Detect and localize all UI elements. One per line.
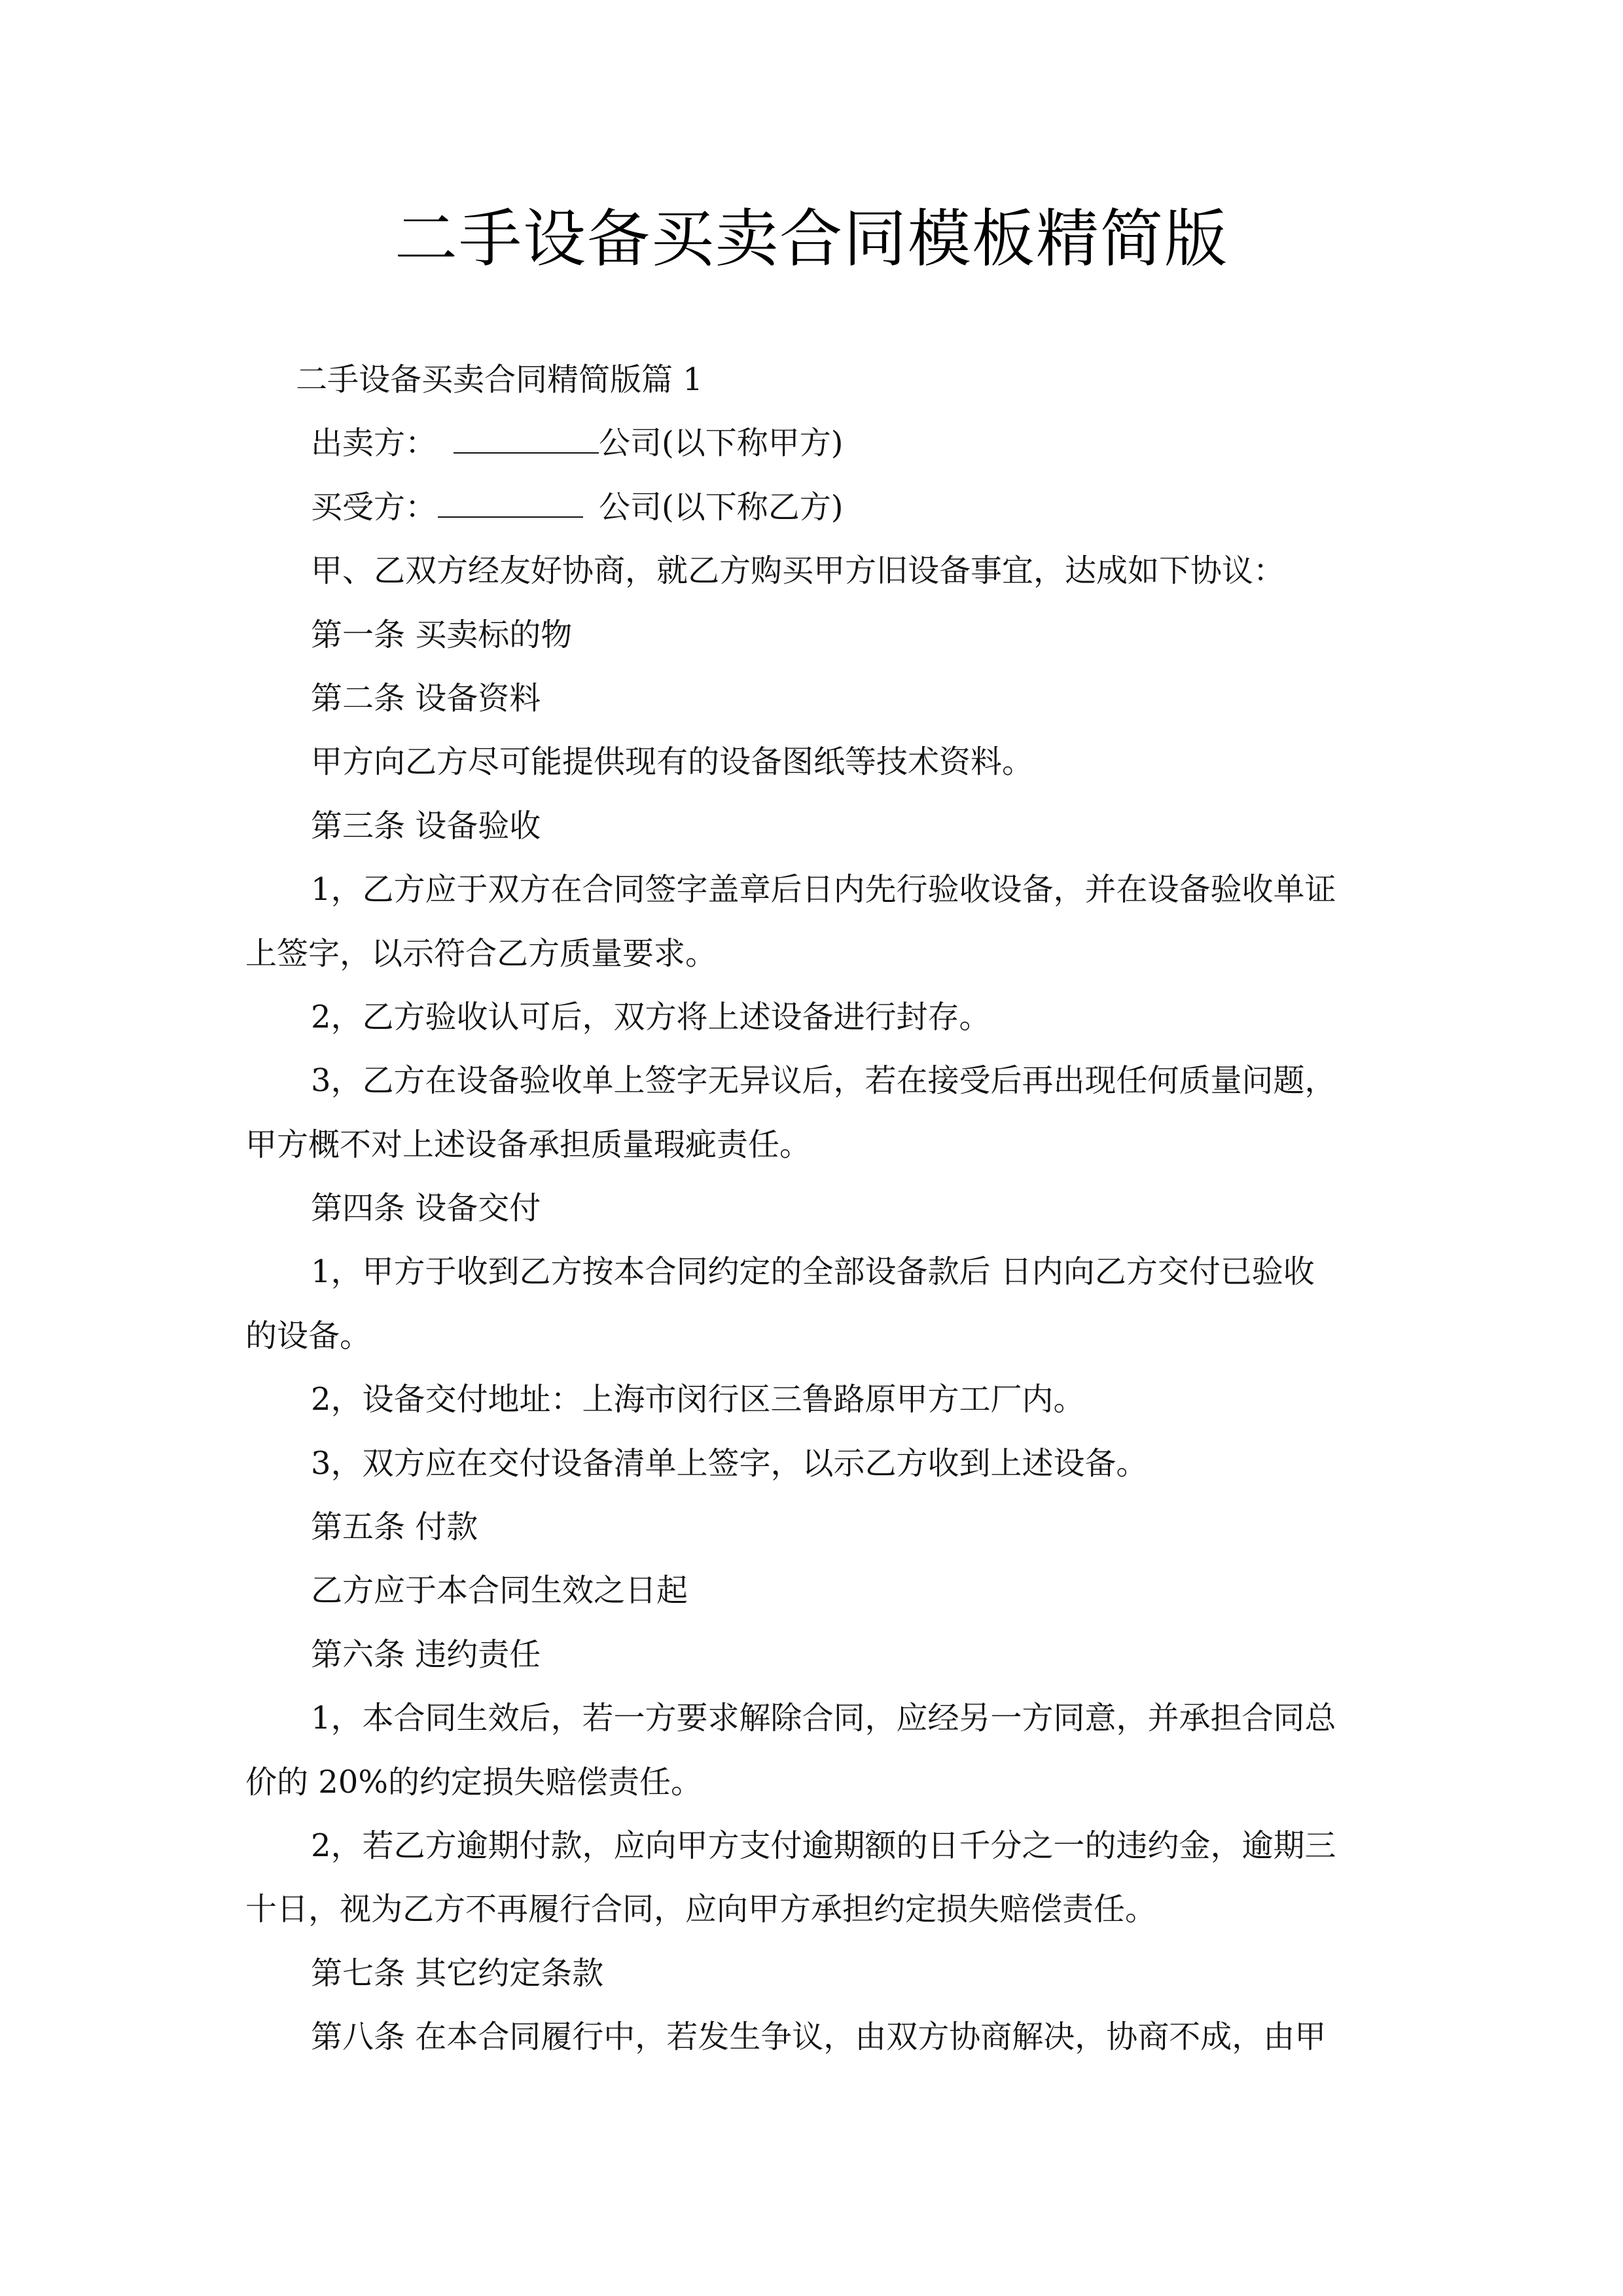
clause-line: 甲方概不对上述设备承担质量瑕疵责任。 [245, 1126, 812, 1163]
clause-line: 第三条 设备验收 [311, 807, 541, 844]
clause-line: 甲方向乙方尽可能提供现有的设备图纸等技术资料。 [311, 744, 1034, 781]
clause-line: 上签字，以示符合乙方质量要求。 [245, 935, 717, 972]
clause-line: 3，双方应在交付设备清单上签字，以示乙方收到上述设备。 [311, 1444, 1148, 1482]
buyer-label: 买受方： [311, 488, 437, 526]
clause-line: 1，甲方于收到乙方按本合同约定的全部设备款后 日内向乙方交付已验收 [311, 1253, 1315, 1291]
seller-line [245, 412, 1381, 475]
clause-line: 2，设备交付地址：上海市闵行区三鲁路原甲方工厂内。 [311, 1381, 1085, 1418]
intro-paragraph: 甲、乙双方经友好协商，就乙方购买甲方旧设备事宜，达成如下协议： [311, 552, 1285, 590]
seller-name-blank[interactable] [454, 426, 599, 454]
clause-line: 2，若乙方逾期付款，应向甲方支付逾期额的日千分之一的违约金，逾期三 [311, 1827, 1336, 1864]
clause-line: 第一条 买卖标的物 [311, 616, 573, 653]
document-title: 二手设备买卖合同模板精简版 [395, 202, 1228, 276]
clause-line: 第八条 在本合同履行中，若发生争议，由双方协商解决，协商不成，由甲 [311, 2018, 1327, 2056]
clause-line: 3，乙方在设备验收单上签字无异议后，若在接受后再出现任何质量问题， [311, 1062, 1336, 1100]
buyer-line [245, 476, 1381, 539]
buyer-suffix: 公司(以下称乙方) [599, 488, 844, 526]
clause-line: 第二条 设备资料 [311, 679, 541, 717]
clause-line: 1，乙方应于双方在合同签字盖章后日内先行验收设备，并在设备验收单证 [311, 871, 1336, 908]
buyer-name-blank[interactable] [438, 490, 583, 518]
clause-line: 1，本合同生效后，若一方要求解除合同，应经另一方同意，并承担合同总 [311, 1700, 1336, 1737]
clause-line: 第四条 设备交付 [311, 1190, 541, 1227]
clause-line: 乙方应于本合同生效之日起 [311, 1572, 688, 1609]
clause-line: 第七条 其它约定条款 [311, 1954, 604, 1992]
document-body [245, 348, 1381, 2070]
clause-line: 价的 20%的约定损失赔偿责任。 [245, 1763, 702, 1801]
seller-suffix: 公司(以下称甲方) [599, 425, 844, 462]
clause-line: 第五条 付款 [311, 1509, 478, 1546]
clause-line: 的设备。 [245, 1317, 372, 1354]
contract-clauses [245, 603, 1381, 2070]
seller-label: 出卖方： [311, 425, 437, 462]
clause-line: 2，乙方验收认可后，双方将上述设备进行封存。 [311, 998, 991, 1035]
clause-line: 十日，视为乙方不再履行合同，应向甲方承担约定损失赔偿责任。 [245, 1891, 1157, 1928]
document-subtitle: 二手设备买卖合同精简版篇 1 [296, 361, 703, 398]
clause-line: 第六条 违约责任 [311, 1636, 541, 1673]
